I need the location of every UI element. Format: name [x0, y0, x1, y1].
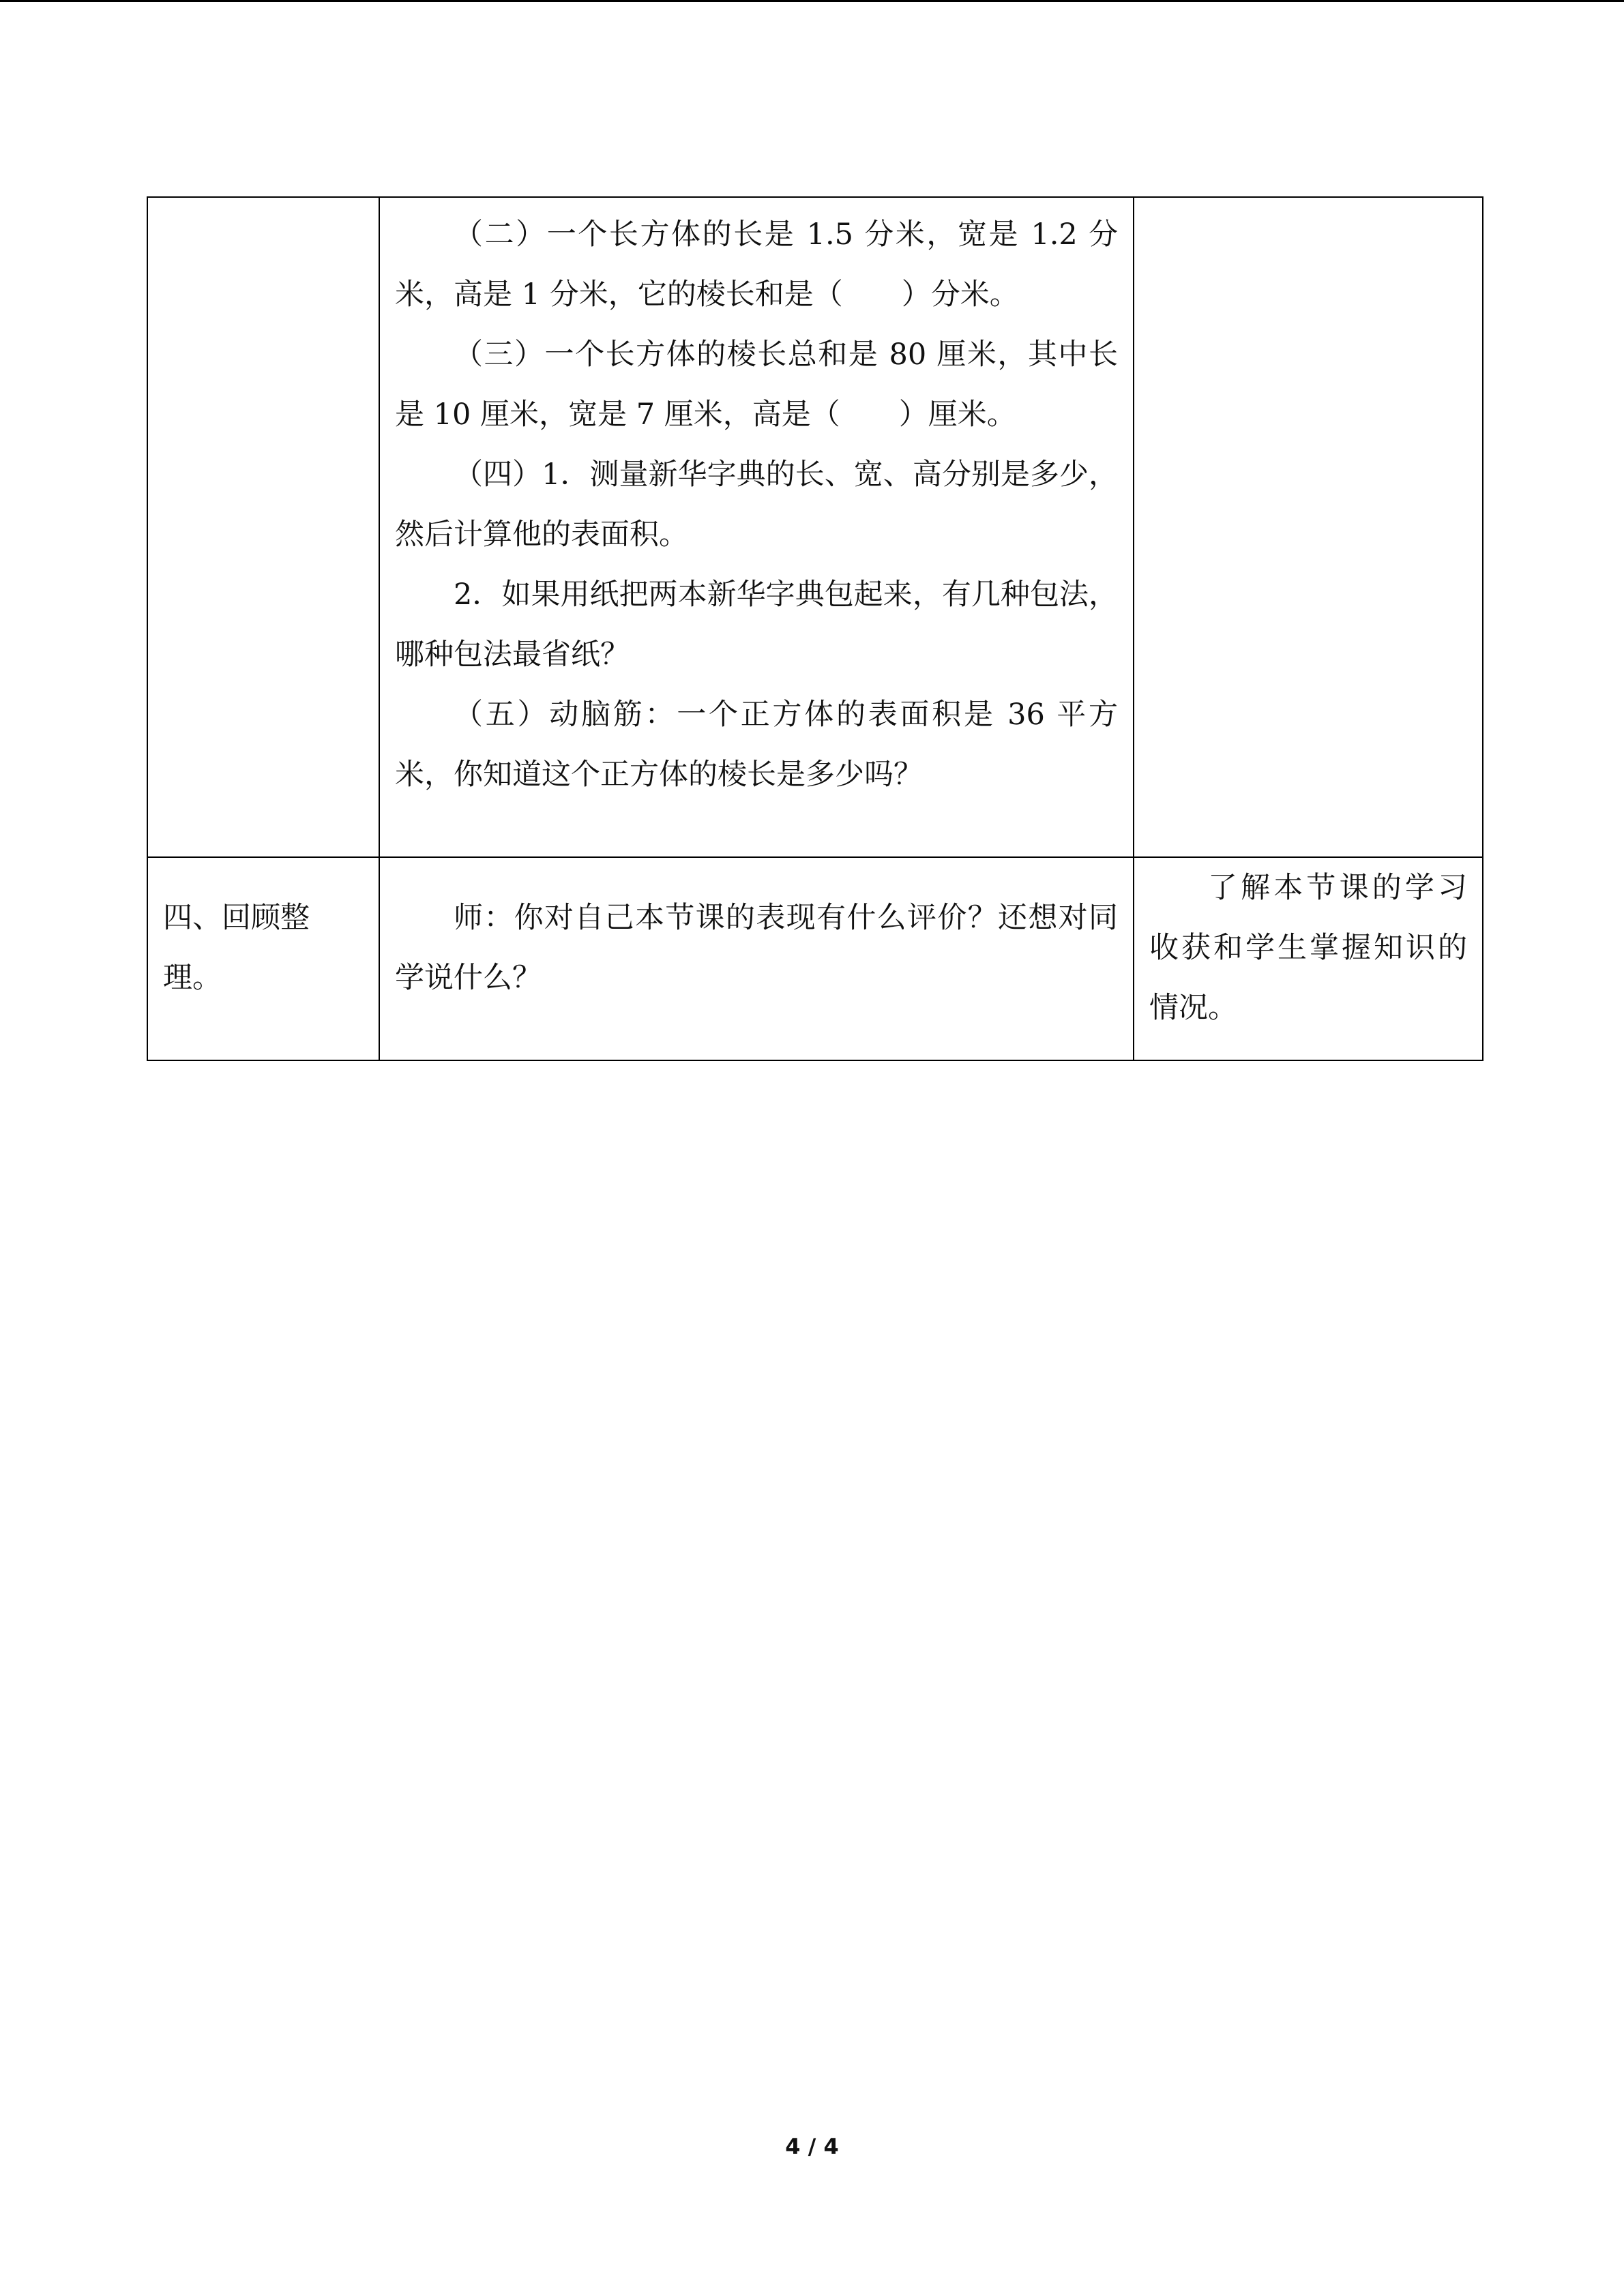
content-cell [379, 857, 1134, 1060]
purpose-cell [1134, 197, 1483, 857]
exercise-4-2: 2．如果用纸把两本新华字典包起来，有几种包法，哪种包法最省纸？ [395, 578, 1118, 672]
exercise-3: （三）一个长方体的棱长总和是 80 厘米，其中长是 10 厘米，宽是 7 厘米，高是（ ）厘米。 [395, 338, 1118, 432]
exercise-5: （五）动脑筋：一个正方体的表面积是 36 平方米，你知道这个正方体的棱长是多少吗？ [395, 698, 1118, 792]
table-row [147, 197, 1483, 857]
stage-cell [147, 857, 379, 1060]
exercise-4-1: （四）1．测量新华字典的长、宽、高分别是多少，然后计算他的表面积。 [395, 458, 1118, 552]
page-top-border [0, 0, 1624, 2]
exercise-2: （二）一个长方体的长是 1.5 分米，宽是 1.2 分米，高是 1 分米，它的棱长和是（ ）分米。 [395, 218, 1118, 312]
page-number: 4 / 4 [785, 2134, 839, 2160]
lesson-plan-table [147, 196, 1483, 1061]
purpose-cell [1134, 857, 1483, 1060]
table-row [147, 857, 1483, 1060]
content-cell [379, 197, 1134, 857]
purpose-text: 了解本节课的学习收获和学生掌握知识的情况。 [1149, 871, 1467, 1025]
stage-cell [147, 197, 379, 857]
review-question: 师：你对自己本节课的表现有什么评价？还想对同学说什么？ [395, 901, 1118, 995]
stage-label: 四、回顾整理。 [163, 901, 310, 995]
